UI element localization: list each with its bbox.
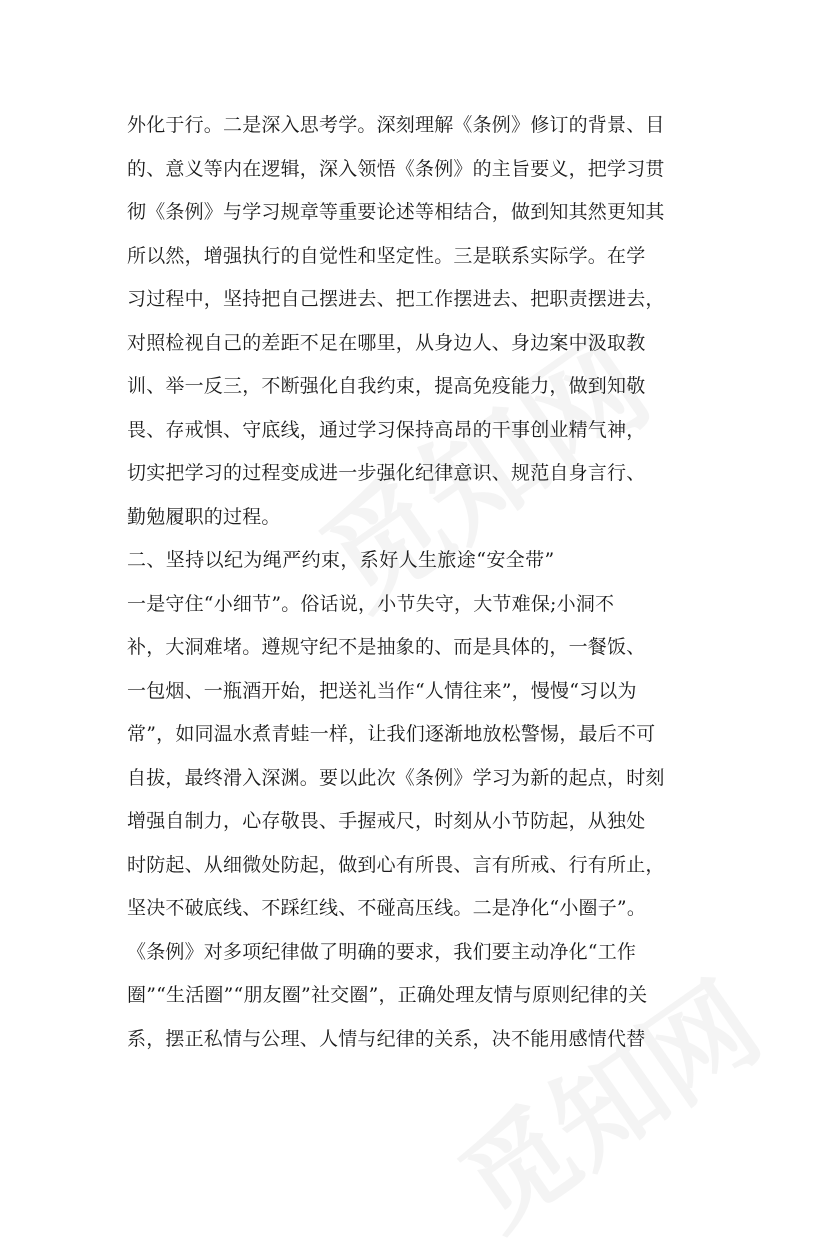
text-line: 坚决不破底线、不踩红线、不碰高压线。二是净化“小圈子”。 <box>127 897 647 919</box>
text-line: 的、意义等内在逻辑，深入领悟《条例》的主旨要义，把学习贯 <box>127 157 665 180</box>
text-line: 切实把学习的过程变成进一步强化纪律意识、规范自身言行、 <box>127 462 646 484</box>
text-line: 自拔，最终滑入深渊。要以此次《条例》学习为新的起点，时刻 <box>127 766 665 789</box>
body-text <box>127 104 707 1061</box>
text-line: 《条例》对多项纪律做了明确的要求，我们要主动净化“工作 <box>127 940 637 963</box>
text-line: 增强自制力，心存敬畏、手握戒尺，时刻从小节防起，从独处 <box>127 810 646 832</box>
text-line: 系，摆正私情与公理、人情与纪律的关系，决不能用感情代替 <box>127 1027 646 1050</box>
text-line: 一包烟、一瓶酒开始，把送礼当作“人情往来”，慢慢“习以为 <box>127 679 637 702</box>
text-line: 彻《条例》与学习规章等重要论述等相结合，做到知其然更知其 <box>127 201 665 223</box>
text-line: 一是守住“小细节”。俗话说，小节失守，大节难保;小洞不 <box>127 592 615 615</box>
text-line: 常”，如同温水煮青蛙一样，让我们逐渐地放松警惕，最后不可 <box>127 723 656 745</box>
text-line: 对照检视自己的差距不足在哪里，从身边人、身边案中汲取教 <box>127 331 646 354</box>
text-line: 所以然，增强执行的自觉性和坚定性。三是联系实际学。在学 <box>127 244 646 267</box>
text-line: 畏、存戒惧、守底线，通过学习保持高昂的干事创业精气神， <box>127 418 646 441</box>
text-line: 训、举一反三，不断强化自我约束，提高免疫能力，做到知敬 <box>127 375 646 397</box>
text-line: 勤勉履职的过程。 <box>127 505 281 528</box>
section-heading: 二、坚持以纪为绳严约束，系好人生旅途“安全带” <box>127 549 555 571</box>
text-line: 时防起、从细微处防起，做到心有所畏、言有所戒、行有所止， <box>127 853 665 876</box>
text-line: 习过程中，坚持把自己摆进去、把工作摆进去、把职责摆进去， <box>127 288 665 310</box>
text-line: 圈”“生活圈”“朋友圈”社交圈”，正确处理友情与原则纪律的关 <box>127 984 648 1006</box>
text-line: 外化于行。二是深入思考学。深刻理解《条例》修订的背景、目 <box>127 114 665 136</box>
text-line: 补，大洞难堵。遵规守纪不是抽象的、而是具体的，一餐饭、 <box>127 636 646 658</box>
